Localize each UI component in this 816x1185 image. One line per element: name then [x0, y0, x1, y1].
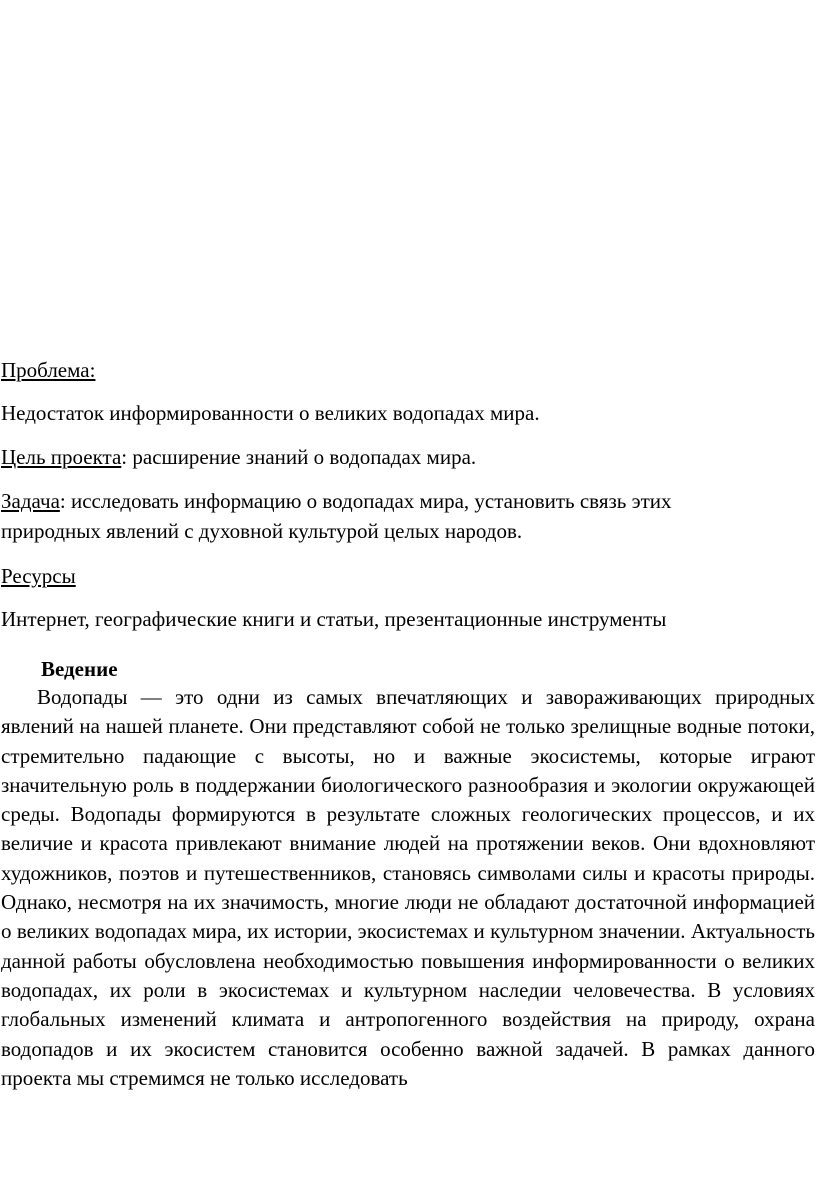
task-line-1: [1, 488, 672, 515]
goal-line: [1, 444, 476, 471]
resources-text: Интернет, географические книги и статьи, презентационные инструменты: [1, 607, 667, 631]
task-label: Задача: [1, 489, 60, 513]
goal-text: : расширение знаний о водопадах мира.: [121, 445, 477, 469]
task-text-1: : исследовать информацию о водопадах мира, установить связь этих: [59, 489, 672, 513]
problem-text: Недостаток информированности о великих водопадах мира.: [1, 401, 540, 425]
task-text-2: природных явлений с духовной культурой целых народов.: [1, 519, 523, 543]
introduction-heading: Ведение: [41, 657, 118, 681]
problem-label-line: [1, 357, 95, 384]
introduction-paragraph: Водопады — это одни из самых впечатляющих и завораживающих природных явлений на нашей планете. Они представляют собой не только зрелищные водные потоки, стремительно падающие с высоты, но и важные экосистемы, которые играют значительную роль в поддержании биологического разнообразия и экологии окружающей среды. Водопады формируются в результате сложных геологических процессов, и их величие и красота привлекают внимание людей на протяжении веков. Они вдохновляют художников, поэтов и путешественников, становясь символами силы и красоты природы. Однако, несмотря на их значимость, многие люди не обладают достаточной информацией о великих водопадах мира, их истории, экосистемах и культурном значении. Актуальность данной работы обусловлена необходимостью повышения информированности о великих водопадах, их роли в экосистемах и культурном наследии человечества. В условиях глобальных изменений климата и антропогенного воздействия на природу, охрана водопадов и их экосистем становится особенно важной задачей. В рамках данного проекта мы стремимся не только исследовать: [1, 685, 815, 1090]
problem-label: Проблема:: [1, 358, 96, 382]
resources-label-line: [1, 563, 76, 590]
resources-label: Ресурсы: [1, 564, 76, 588]
goal-label: Цель проекта: [1, 445, 122, 469]
